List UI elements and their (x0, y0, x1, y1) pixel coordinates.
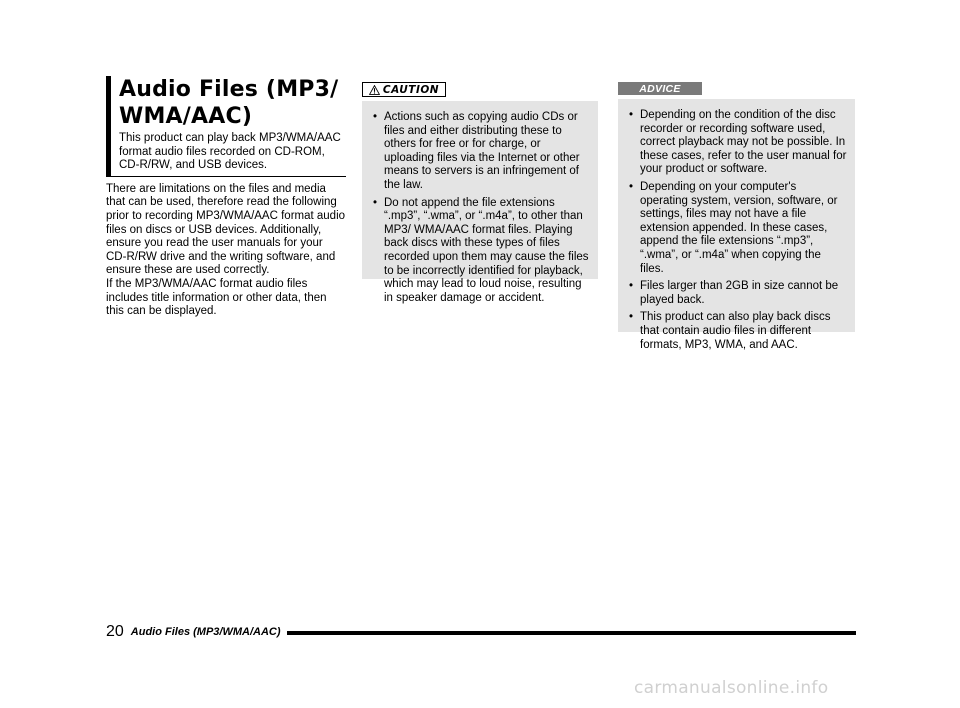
section-header (106, 76, 346, 177)
footer-title: Audio Files (MP3/WMA/AAC) (130, 626, 281, 638)
advice-list (626, 109, 847, 352)
caution-item: • Actions such as copying audio CDs or files and either distributing these to others for free or for charge, or uploading files via the Internet or other means to servers is an infringement of the law. (370, 111, 590, 193)
section-title-line1: Audio Files (MP3/ (119, 77, 339, 102)
section-title (119, 76, 346, 130)
page-number: 20 (106, 623, 124, 640)
caution-item: • Do not append the file extensions “.mp3”, “.wma”, or “.m4a”, to other than MP3/ WMA/AAC format files. Playing back discs with these types of files recorded upon them may cause the files to be incorrectly identified for playback, which may lead to loud noise, resulting in speaker damage or accident. (370, 197, 590, 306)
section-lead: This product can play back MP3/WMA/AAC format audio files recorded on CD-ROM, CD-R/RW, and USB devices. (119, 132, 341, 172)
advice-item: • This product can also play back discs that contain audio files in different formats, MP3, WMA, and AAC. (626, 311, 847, 352)
footer-rule (287, 631, 856, 635)
caution-list (370, 111, 590, 305)
advice-item: • Files larger than 2GB in size cannot be played back. (626, 280, 847, 307)
advice-box (618, 82, 855, 351)
advice-item: • Depending on your computer's operating system, version, software, or settings, files may not have a file extension appended. In these cases, append the file extensions “.mp3”, “.wma”, or “.m4a” when copying the files. (626, 181, 847, 276)
main-section (106, 76, 346, 319)
caution-body (362, 101, 598, 304)
advice-body (618, 99, 855, 351)
warning-triangle-icon (369, 85, 380, 95)
body-paragraph-2: If the MP3/WMA/AAC format audio files includes title information or other data, then this can be displayed. (106, 277, 327, 318)
caution-tag (362, 82, 446, 97)
body-paragraph-1: There are limitations on the files and media that can be used, therefore read the following prior to recording MP3/WMA/AAC format audio files on discs or USB devices. Additionally, ensure you read the user manuals for your CD-R/RW drive and the writing software, and ensure these are used correctly. (106, 182, 346, 277)
caution-label: CAUTION (382, 83, 440, 96)
caution-box (362, 82, 598, 304)
watermark: carmanualsonline.info (634, 678, 829, 698)
advice-item: • Depending on the condition of the disc recorder or recording software used, correct playback may not be possible. In these cases, refer to the user manual for your product or software. (626, 109, 847, 177)
section-body (106, 183, 346, 319)
page-footer (106, 622, 856, 642)
advice-tag: ADVICE (618, 82, 702, 95)
section-title-line2: WMA/AAC) (119, 104, 253, 129)
